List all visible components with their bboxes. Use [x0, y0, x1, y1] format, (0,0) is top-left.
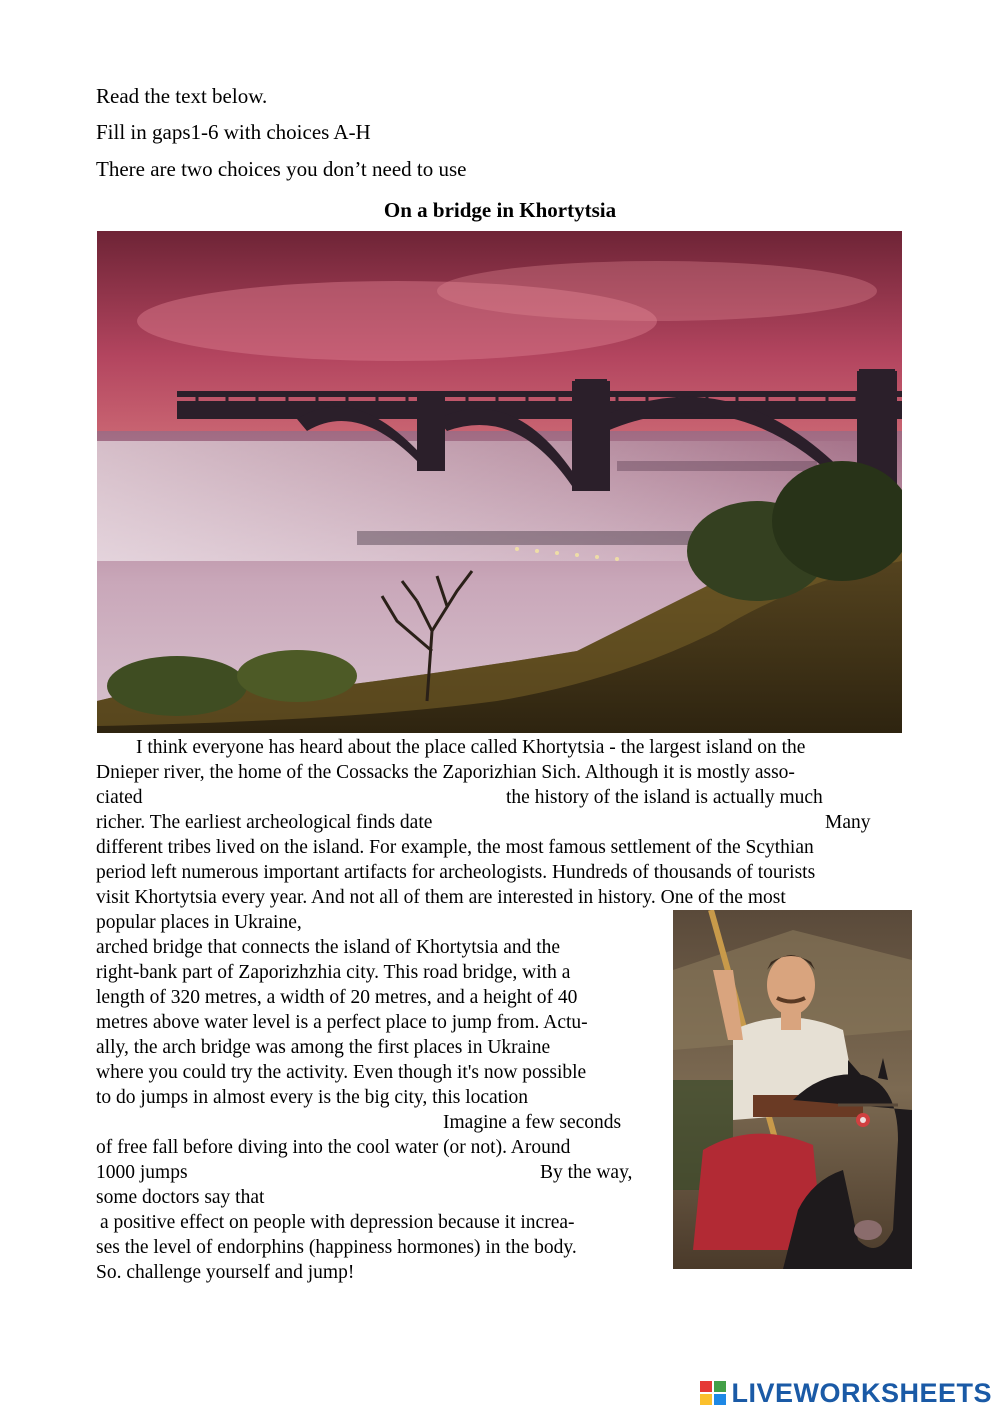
- body-line: ses the level of endorphins (happiness hormones) in the body.: [96, 1237, 577, 1258]
- gap-4-field[interactable]: [96, 1110, 436, 1135]
- body-line: By the way,: [540, 1162, 633, 1183]
- bridge-sunset-photo: [97, 231, 902, 733]
- body-line: Many: [825, 812, 871, 833]
- body-line: So. challenge yourself and jump!: [96, 1262, 355, 1283]
- body-line: metres above water level is a perfect place to jump from. Actu-: [96, 1012, 588, 1033]
- gap-1-field[interactable]: [150, 785, 500, 810]
- gap-2-field[interactable]: [475, 810, 820, 835]
- instruction-line-2: Fill in gaps1-6 with choices A-H: [96, 120, 371, 144]
- body-line: period left numerous important artifacts for archeologists. Hundreds of thousands of tourists: [96, 862, 816, 883]
- body-line: ciated: [96, 787, 143, 808]
- body-line: I think everyone has heard about the place called Khortytsia - the largest island on the: [136, 737, 806, 758]
- body-line: length of 320 metres, a width of 20 metres, and a height of 40: [96, 987, 578, 1008]
- body-line: visit Khortytsia every year. And not all of them are interested in history. One of the most: [96, 887, 786, 908]
- body-line: different tribes lived on the island. For example, the most famous settlement of the Scythian: [96, 837, 814, 858]
- body-line: some doctors say that: [96, 1187, 265, 1208]
- gap-5-field[interactable]: [205, 1160, 530, 1185]
- brand-wordmark: LIVEWORKSHEETS: [731, 1377, 992, 1408]
- body-line: a positive effect on people with depression because it increa-: [100, 1212, 575, 1233]
- body-line: 1000 jumps: [96, 1162, 188, 1183]
- body-line: arched bridge that connects the island of Khortytsia and the: [96, 937, 561, 958]
- body-line: popular places in Ukraine,: [96, 912, 302, 933]
- body-line: ally, the arch bridge was among the first places in Ukraine: [96, 1037, 551, 1058]
- gap-6-field[interactable]: [290, 1185, 650, 1210]
- instruction-line-3: There are two choices you don’t need to use: [96, 157, 467, 181]
- body-line: of free fall before diving into the cool water (or not). Around: [96, 1137, 571, 1158]
- body-line: the history of the island is actually much: [506, 787, 823, 808]
- body-line: Dnieper river, the home of the Cossacks the Zaporizhian Sich. Although it is mostly asso-: [96, 762, 795, 783]
- liveworksheets-brand[interactable]: [699, 1378, 992, 1408]
- gap-3-field[interactable]: [330, 910, 660, 935]
- article-title: On a bridge in Khortytsia: [383, 198, 617, 222]
- body-line: right-bank part of Zaporizhzhia city. This road bridge, with a: [96, 962, 571, 983]
- body-line: Imagine a few seconds: [443, 1112, 622, 1133]
- body-line: richer. The earliest archeological finds date: [96, 812, 433, 833]
- body-line: where you could try the activity. Even though it's now possible: [96, 1062, 587, 1083]
- instruction-line-1: Read the text below.: [96, 84, 268, 108]
- liveworksheets-logo-icon: [699, 1379, 729, 1407]
- body-line: to do jumps in almost every is the big city, this location: [96, 1087, 529, 1108]
- cossack-rider-photo: [673, 910, 912, 1269]
